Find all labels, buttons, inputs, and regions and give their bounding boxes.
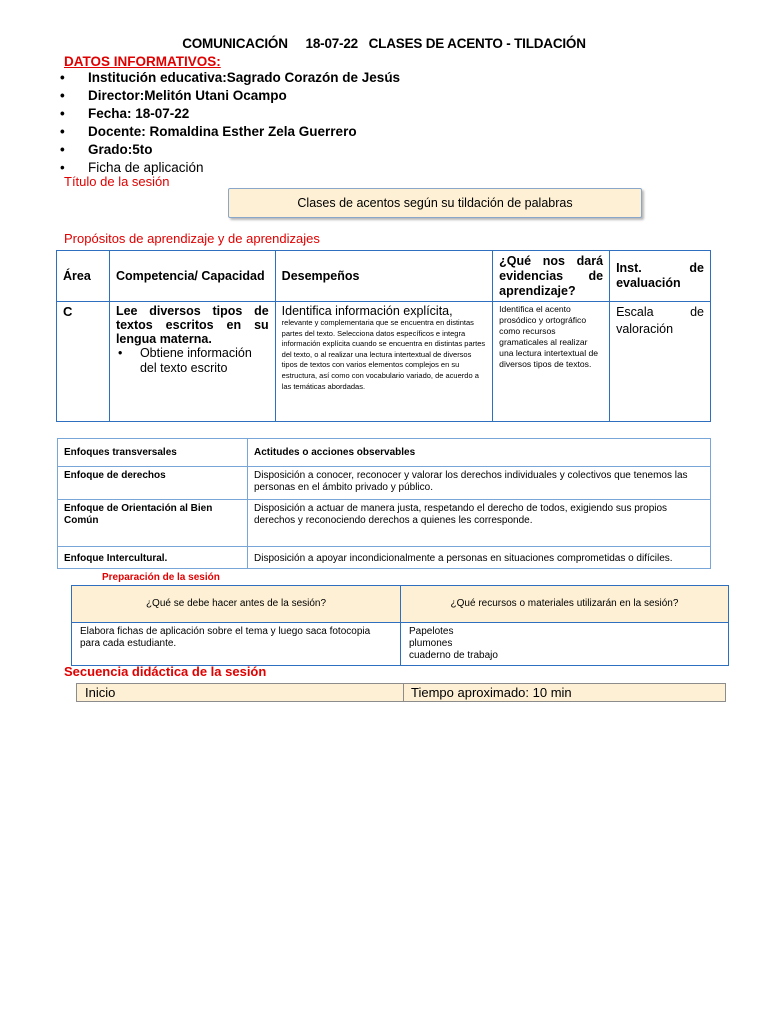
- datos-informativos-heading: DATOS INFORMATIVOS:: [64, 54, 221, 69]
- inicio-bar: [76, 683, 726, 702]
- table-row: [58, 500, 711, 547]
- area-cell: C: [57, 302, 110, 422]
- header-competencia: Competencia/ Capacidad: [109, 251, 275, 302]
- list-item: • Director:Melitón Utani Ocampo: [60, 88, 287, 103]
- header-antes: ¿Qué se debe hacer antes de la sesión?: [72, 586, 401, 623]
- instrumento-cell: Escala de valoración: [610, 302, 711, 422]
- enfoque-text: Disposición a actuar de manera justa, respetando el derecho de todos, exigiendo sus propios derechos y reconociendo derechos a quienes les corresponde.: [248, 500, 711, 547]
- competencia-cell: Lee diversos tipos de textos escritos en su lengua materna. • Obtiene información del texto escrito: [109, 302, 275, 422]
- table-row: [58, 547, 711, 569]
- enfoque-name: Enfoque de derechos: [58, 467, 248, 500]
- header-instrumento: Inst. de evaluación: [610, 251, 711, 302]
- table-row: [72, 623, 729, 666]
- header-desempenos: Desempeños: [275, 251, 493, 302]
- session-title-box: Clases de acentos según su tildación de palabras: [228, 188, 642, 218]
- list-item: • Institución educativa:Sagrado Corazón de Jesús: [60, 70, 401, 85]
- datos-list: [60, 69, 400, 177]
- enfoques-table: [57, 438, 711, 569]
- list-item: • Ficha de aplicación: [60, 160, 204, 175]
- preparacion-table: [71, 585, 729, 666]
- table-header-row: [57, 251, 711, 302]
- recursos-cell: Papelotes plumones cuaderno de trabajo: [401, 623, 729, 666]
- header-area: Área: [57, 251, 110, 302]
- secuencia-heading: Secuencia didáctica de la sesión: [64, 664, 267, 679]
- header-evidencias: ¿Qué nos dará evidencias de aprendizaje?: [493, 251, 610, 302]
- header-actitudes: Actitudes o acciones observables: [248, 439, 711, 467]
- antes-cell: Elabora fichas de aplicación sobre el tema y luego saca fotocopia para cada estudiante.: [72, 623, 401, 666]
- divider: [403, 684, 404, 701]
- list-item: • Fecha: 18-07-22: [60, 106, 190, 121]
- enfoque-name: Enfoque Intercultural.: [58, 547, 248, 569]
- header-enfoques: Enfoques transversales: [58, 439, 248, 467]
- tiempo-label: Tiempo aproximado: 10 min: [411, 685, 572, 700]
- evidencia-cell: Identifica el acento prosódico y ortográfico como recursos gramaticales al realizar una lectura intertextual de diversos tipos de textos.: [493, 302, 610, 422]
- table-header-row: [58, 439, 711, 467]
- propositos-heading: Propósitos de aprendizaje y de aprendizajes: [64, 231, 320, 246]
- list-item: • Docente: Romaldina Esther Zela Guerrero: [60, 124, 357, 139]
- preparacion-heading: Preparación de la sesión: [102, 572, 220, 583]
- inicio-label: Inicio: [85, 685, 116, 700]
- titulo-sesion-label: Título de la sesión: [64, 174, 170, 189]
- desempeno-cell: Identifica información explícita, relevante y complementaria que se encuentra en distintas partes del texto. Selecciona datos específicos e integra información explícita cuando se encuentra en distintas partes del texto, o al realizar una lectura intertextual de diversos tipos de textos con varios elementos complejos en su estructura, así como con vocabulario variado, de acuerdo a las temáticas abordadas.: [275, 302, 493, 422]
- enfoque-text: Disposición a apoyar incondicionalmente a personas en situaciones comprometidas o difíciles.: [248, 547, 711, 569]
- page-title: COMUNICACIÓN 18-07-22 CLASES DE ACENTO - TILDACIÓN: [182, 36, 586, 51]
- enfoque-name: Enfoque de Orientación al Bien Común: [58, 500, 248, 547]
- propositos-table: [56, 250, 711, 422]
- header-recursos: ¿Qué recursos o materiales utilizarán en la sesión?: [401, 586, 729, 623]
- list-item: • Grado:5to: [60, 142, 153, 157]
- table-row: [57, 302, 711, 422]
- table-header-row: [72, 586, 729, 623]
- table-row: [58, 467, 711, 500]
- enfoque-text: Disposición a conocer, reconocer y valorar los derechos individuales y colectivos que tenemos las personas en el ámbito privado y público.: [248, 467, 711, 500]
